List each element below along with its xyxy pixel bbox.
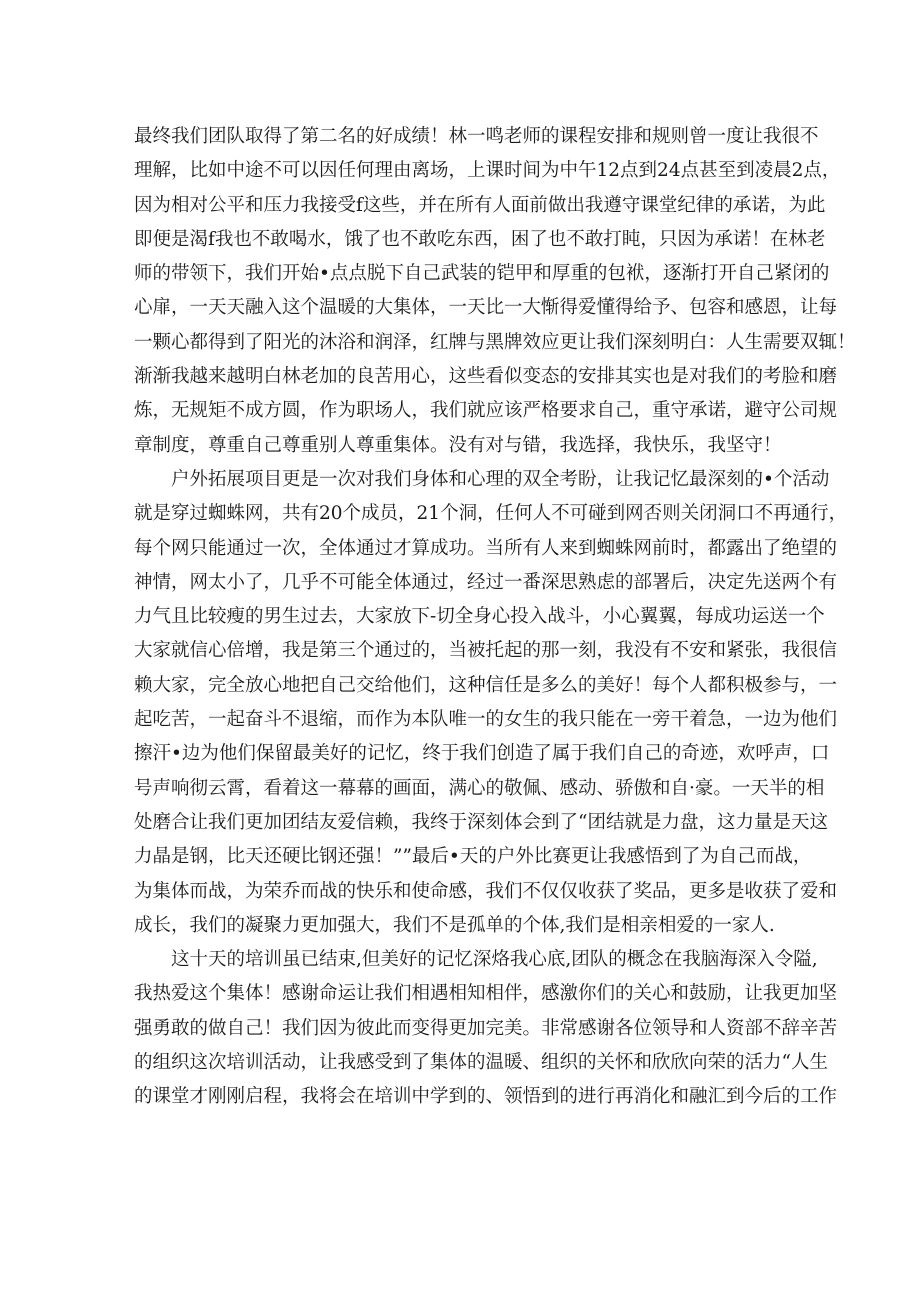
text-line: 起吃苦，一起奋斗不退缩，而作为本队唯一的女生的我只能在一旁干着急，一边为他们 [134, 709, 838, 731]
text-line: 就是穿过蜘蛛网，共有20个成员，21个洞，任何人不可碰到网否则关闭洞口不再通行， [134, 503, 848, 525]
text-line: 这十天的培训虽已结束,但美好的记忆深烙我心底,团队的概念在我脑海深入令隘, [171, 949, 818, 971]
text-line: 每个网只能通过一次，全体通过才算成功。当所有人来到蜘蛛网前时，都露出了绝望的 [134, 537, 838, 559]
text-line: 心扉，一天天融入这个温暖的大集体，一天比一大惭得爱懂得给予、包容和感恩，让每 [134, 297, 838, 319]
document-body [134, 120, 856, 1115]
text-line: 强勇敢的做自己！我们因为彼此而变得更加完美。非常感谢各位领导和人资部不辞辛苦 [134, 1017, 838, 1039]
text-line: 渐渐我越来越明白林老加的良苦用心，这些看似变态的安排其实也是对我们的考脸和磨 [134, 366, 838, 388]
text-line: 为集体而战，为荣乔而战的快乐和使命感，我们不仅仅收获了奖品，更多是收获了爱和 [134, 880, 838, 902]
text-line: 师的带领下，我们开始•点点脱下自己武装的铠甲和厚重的包袱，逐渐打开自己紧闭的 [134, 263, 830, 285]
text-line: 最终我们团队取得了第二名的好成绩！林一鸣老师的课程安排和规则曾一度让我很不 [134, 126, 819, 147]
text-line: 因为相对公平和压力我接受f这些，并在所有人面前做出我遵守课堂纪律的承诺，为此 [134, 194, 826, 216]
text-line: 神情，网太小了，几乎不可能全体通过，经过一番深思熟虑的部署后，决定先送两个有 [134, 571, 838, 593]
text-line: 即便是渴f我也不敢喝水，饿了也不敢吃东西，困了也不敢打盹，只因为承诺！在林老 [134, 228, 826, 250]
text-line: 成长，我们的凝聚力更加强大，我们不是孤单的个体,我们是相亲相爱的一家人. [134, 914, 775, 936]
text-line: 号声响彻云霄，看着这一幕幕的画面，满心的敬佩、感动、骄傲和自·豪。一天半的相 [134, 777, 825, 799]
text-line: 大家就信心倍增，我是第三个通过的，当被托起的那一刻，我没有不安和紧张，我很信 [134, 640, 838, 662]
text-line: 炼，无规矩不成方圆，作为职场人，我们就应该严格要求自己，重守承诺，避守公司规 [134, 400, 838, 422]
text-line: 我热爱这个集体！感谢命运让我们相遇相知相伴，感激你们的关心和鼓励，让我更加坚 [134, 983, 838, 1005]
text-line: 章制度，尊重自己尊重别人尊重集体。没有对与错，我选择，我快乐，我坚守！ [134, 434, 782, 456]
text-line: 的课堂才刚刚启程，我将会在培训中学到的、领悟到的进行再消化和融汇到今后的工作 [134, 1086, 838, 1108]
text-line: 户外拓展项目更是一次对我们身体和心理的双全考盼，让我记忆最深刻的•个活动 [171, 468, 830, 490]
text-line: 力晶是钢，比天还硬比钢还强！””最后•天的户外比赛更让我感悟到了为自己而战， [134, 846, 812, 868]
text-line: 擦汗•边为他们保留最美好的记忆，终于我们创造了属于我们自己的奇迹，欢呼声，口 [134, 743, 830, 765]
text-line: 的组织这次培训活动，让我感受到了集体的温暖、组织的关怀和欣欣向荣的活力“人生 [134, 1052, 828, 1074]
text-line: 赖大家，完全放心地把自己交给他们，这种信任是多么的美好！每个人都积极参与，一 [134, 674, 838, 696]
text-line: 理解，比如中途不可以因任何理由离场，上课时间为中午12点到24点甚至到凌晨2点， [134, 160, 841, 182]
text-line: 力气且比较瘦的男生过去，大家放下-切全身心投入战斗，小心翼翼，每成功运送一个 [134, 606, 825, 628]
text-line: 一颗心都得到了阳光的沐浴和润泽，红牌与黑牌效应更让我们深刻明白：人生需要双辄！ [134, 331, 856, 353]
text-line: 处磨合让我们更加团结友爱信赖，我终于深刻体会到了“团结就是力盘，这力量是天这 [134, 811, 828, 833]
